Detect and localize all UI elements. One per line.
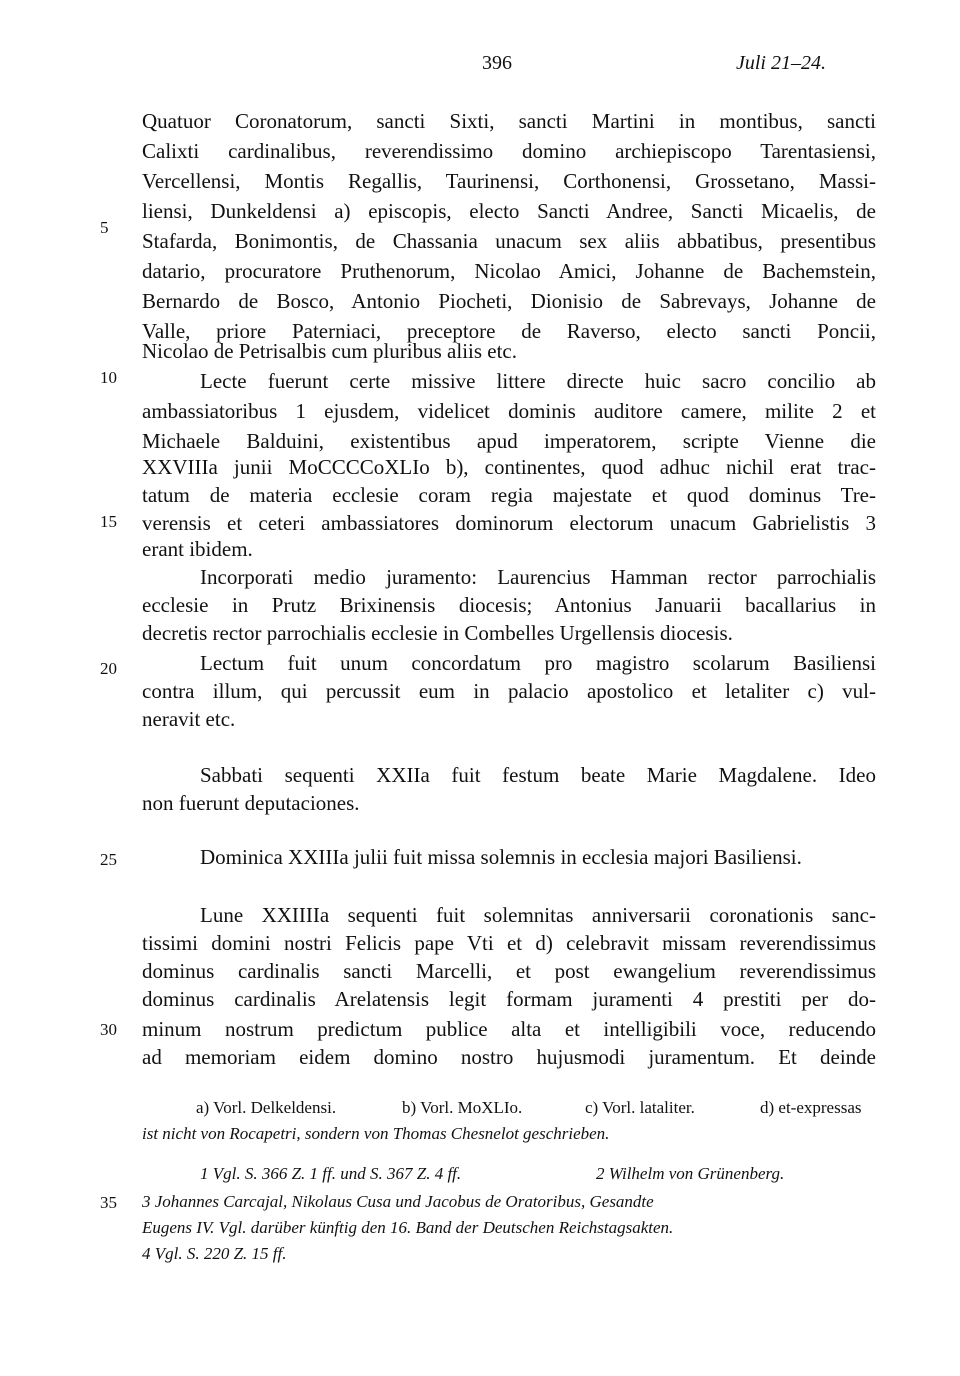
body-line: Incorporati medio juramento: Laurencius Hamman rector parrochialis xyxy=(200,565,876,589)
body-line: tatum de materia ecclesie coram regia majestate et quod dominus Tre- xyxy=(142,483,876,507)
body-line: Calixti cardinalibus, reverendissimo domino archiepiscopo Tarentasiensi, xyxy=(142,139,876,163)
body-line: contra illum, qui percussit eum in palacio apostolico et letaliter c) vul- xyxy=(142,679,876,703)
body-line: minum nostrum predictum publice alta et intelligibili voce, reducendo xyxy=(142,1017,876,1041)
body-line: Michaele Balduini, existentibus apud imperatorem, scripte Vienne die xyxy=(142,429,876,453)
footnote-4: 4 Vgl. S. 220 Z. 15 ff. xyxy=(142,1244,287,1263)
body-line: Dominica XXIIIa julii fuit missa solemnis in ecclesia majori Basiliensi. xyxy=(200,845,802,869)
body-line: Nicolao de Petrisalbis cum pluribus aliis etc. xyxy=(142,339,518,363)
body-line: decretis rector parrochialis ecclesie in Combelles Urgellensis diocesis. xyxy=(142,621,733,645)
body-line: Sabbati sequenti XXIIa fuit festum beate Marie Magdalene. Ideo xyxy=(200,763,876,787)
line-number-30: 30 xyxy=(100,1020,117,1039)
body-line: dominus cardinalis sancti Marcelli, et post ewangelium reverendissimus xyxy=(142,959,876,983)
body-line: Quatuor Coronatorum, sancti Sixti, sancti Martini in montibus, sancti xyxy=(142,109,876,133)
body-line: datario, procuratore Pruthenorum, Nicolao Amici, Johanne de Bachemstein, xyxy=(142,259,876,283)
body-line: non fuerunt deputaciones. xyxy=(142,791,360,815)
body-line: liensi, Dunkeldensi a) episcopis, electo Sancti Andree, Sancti Micaelis, de xyxy=(142,199,876,223)
body-line: Lecte fuerunt certe missive littere directe huic sacro concilio ab xyxy=(200,369,876,393)
body-line: tissimi domini nostri Felicis pape Vti et d) celebravit missam reverendissimus xyxy=(142,931,876,955)
footnote-3-cont: Eugens IV. Vgl. darüber künftig den 16. Band der Deutschen Reichstagsakten. xyxy=(142,1218,674,1237)
footnote-3: 3 Johannes Carcajal, Nikolaus Cusa und Jacobus de Oratoribus, Gesandte xyxy=(142,1192,654,1211)
body-line: ecclesie in Prutz Brixinensis diocesis; Antonius Januarii bacallarius in xyxy=(142,593,876,617)
body-line: XXVIIIa junii MoCCCCoXLIo b), continentes, quod adhuc nichil erat trac- xyxy=(142,455,876,479)
textual-note-a: a) Vorl. Delkeldensi. xyxy=(196,1098,337,1117)
running-head: Juli 21–24. xyxy=(736,52,826,74)
line-number-15: 15 xyxy=(100,512,117,531)
body-line: Lectum fuit unum concordatum pro magistro scolarum Basiliensi xyxy=(200,651,876,675)
body-line: ad memoriam eidem domino nostro hujusmodi juramentum. Et deinde xyxy=(142,1045,876,1069)
textual-note-hand: ist nicht von Rocapetri, sondern von Thomas Chesnelot geschrieben. xyxy=(142,1124,610,1143)
body-line: erant ibidem. xyxy=(142,537,253,561)
page-number: 396 xyxy=(482,52,512,74)
line-number-20: 20 xyxy=(100,659,117,678)
body-line: dominus cardinalis Arelatensis legit formam juramenti 4 prestiti per do- xyxy=(142,987,876,1011)
line-number-35: 35 xyxy=(100,1193,117,1212)
footnote-2: 2 Wilhelm von Grünenberg. xyxy=(596,1164,785,1183)
body-line: Vercellensi, Montis Regallis, Taurinensi, Corthonensi, Grossetano, Massi- xyxy=(142,169,876,193)
textual-note-c: c) Vorl. lataliter. xyxy=(585,1098,695,1117)
body-line: Bernardo de Bosco, Antonio Piocheti, Dionisio de Sabrevays, Johanne de xyxy=(142,289,876,313)
body-line: neravit etc. xyxy=(142,707,236,731)
line-number-25: 25 xyxy=(100,850,117,869)
body-line: ambassiatoribus 1 ejusdem, videlicet dominis auditore camere, milite 2 et xyxy=(142,399,876,423)
body-line: Lune XXIIIIa sequenti fuit solemnitas anniversarii coronationis sanc- xyxy=(200,903,876,927)
line-number-5: 5 xyxy=(100,218,109,237)
textual-note-b: b) Vorl. MoXLIo. xyxy=(402,1098,523,1117)
line-number-10: 10 xyxy=(100,368,117,387)
footnote-1: 1 Vgl. S. 366 Z. 1 ff. und S. 367 Z. 4 ff. xyxy=(200,1164,462,1183)
body-line: verensis et ceteri ambassiatores dominorum electorum unacum Gabrielistis 3 xyxy=(142,511,876,535)
body-line: Stafarda, Bonimontis, de Chassania unacum sex aliis abbatibus, presentibus xyxy=(142,229,876,253)
body-line: Valle, priore Paterniaci, preceptore de Raverso, electo sancti Poncii, xyxy=(142,319,876,343)
textual-note-d: d) et-expressas xyxy=(760,1098,862,1117)
